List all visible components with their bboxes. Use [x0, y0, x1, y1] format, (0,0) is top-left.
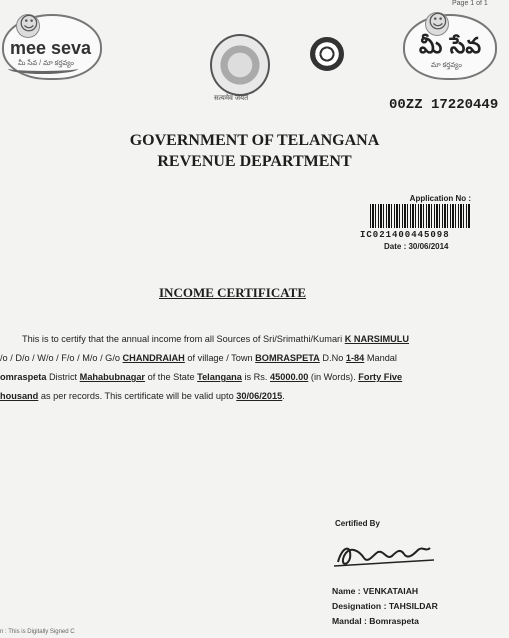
certificate-body — [0, 330, 474, 406]
body-text: of village / Town — [187, 353, 253, 363]
body-text: (in Words). — [310, 372, 356, 382]
body-text: as per records. This certificate will be valid upto — [40, 391, 234, 401]
header-government: GOVERNMENT OF TELANGANA — [129, 132, 380, 149]
swoosh-decoration — [8, 63, 78, 74]
page-number: Page 1 of 1 — [452, 0, 488, 7]
body-text: D.No — [322, 353, 344, 363]
logo-brand-telugu: మీ సేవ — [419, 34, 482, 59]
applicant-name: K NARSIMULU — [344, 334, 410, 344]
emblem-caption: सत्यमेव जयते — [214, 95, 249, 102]
state-emblem-icon — [210, 34, 270, 96]
officer-details — [332, 584, 438, 629]
officer-name: Name : VENKATAIAH — [332, 586, 419, 596]
officer-mandal: Mandal : Bomraspeta — [332, 616, 419, 626]
application-label: Application No : — [409, 194, 471, 203]
officer-designation: Designation : TAHSILDAR — [332, 601, 438, 611]
footer-note: n : This is Digitally Signed C — [0, 629, 75, 635]
smiley-icon — [16, 14, 40, 38]
state-name: Telangana — [197, 372, 242, 382]
mee-seva-logo-right — [403, 14, 497, 80]
district-name: Mahabubnagar — [79, 372, 146, 382]
certificate-code: 00ZZ 17220449 — [389, 97, 499, 113]
income-amount: 45000.00 — [270, 372, 309, 382]
body-text: This is to certify that the annual income from all Sources of Sri/Srimathi/Kumari — [22, 334, 343, 344]
body-text: District — [49, 372, 78, 382]
body-text: . — [282, 391, 285, 401]
amount-in-words: Forty Five — [358, 372, 403, 382]
seal-icon — [310, 37, 344, 71]
body-text: of the State — [147, 372, 195, 382]
barcode-icon — [370, 204, 470, 228]
header-department: REVENUE DEPARTMENT — [157, 153, 352, 170]
town-name: BOMRASPETA — [255, 353, 320, 363]
smiley-icon — [425, 12, 449, 36]
certificate-title: INCOME CERTIFICATE — [159, 285, 307, 300]
body-text: is Rs. — [244, 372, 268, 382]
amount-in-words-cont: housand — [0, 391, 39, 401]
body-text: /o / D/o / W/o / F/o / M/o / G/o — [0, 353, 120, 363]
application-number: IC021400445098 — [360, 230, 450, 240]
body-text: Mandal — [366, 353, 397, 363]
relative-name: CHANDRAIAH — [122, 353, 185, 363]
certified-by-label: Certified By — [335, 519, 380, 528]
mee-seva-logo-left — [2, 14, 102, 80]
application-date: Date : 30/06/2014 — [384, 242, 449, 251]
door-number: 1-84 — [345, 353, 365, 363]
logo-brand-text: mee seva — [10, 38, 92, 58]
logo-tagline: మీ సేవ / మా కర్తవ్యం — [18, 60, 74, 67]
mandal-name: omraspeta — [0, 372, 47, 382]
valid-upto-date: 30/06/2015 — [236, 391, 283, 401]
signature-icon — [330, 532, 440, 572]
logo-tagline: మా కర్తవ్యం — [431, 62, 462, 69]
